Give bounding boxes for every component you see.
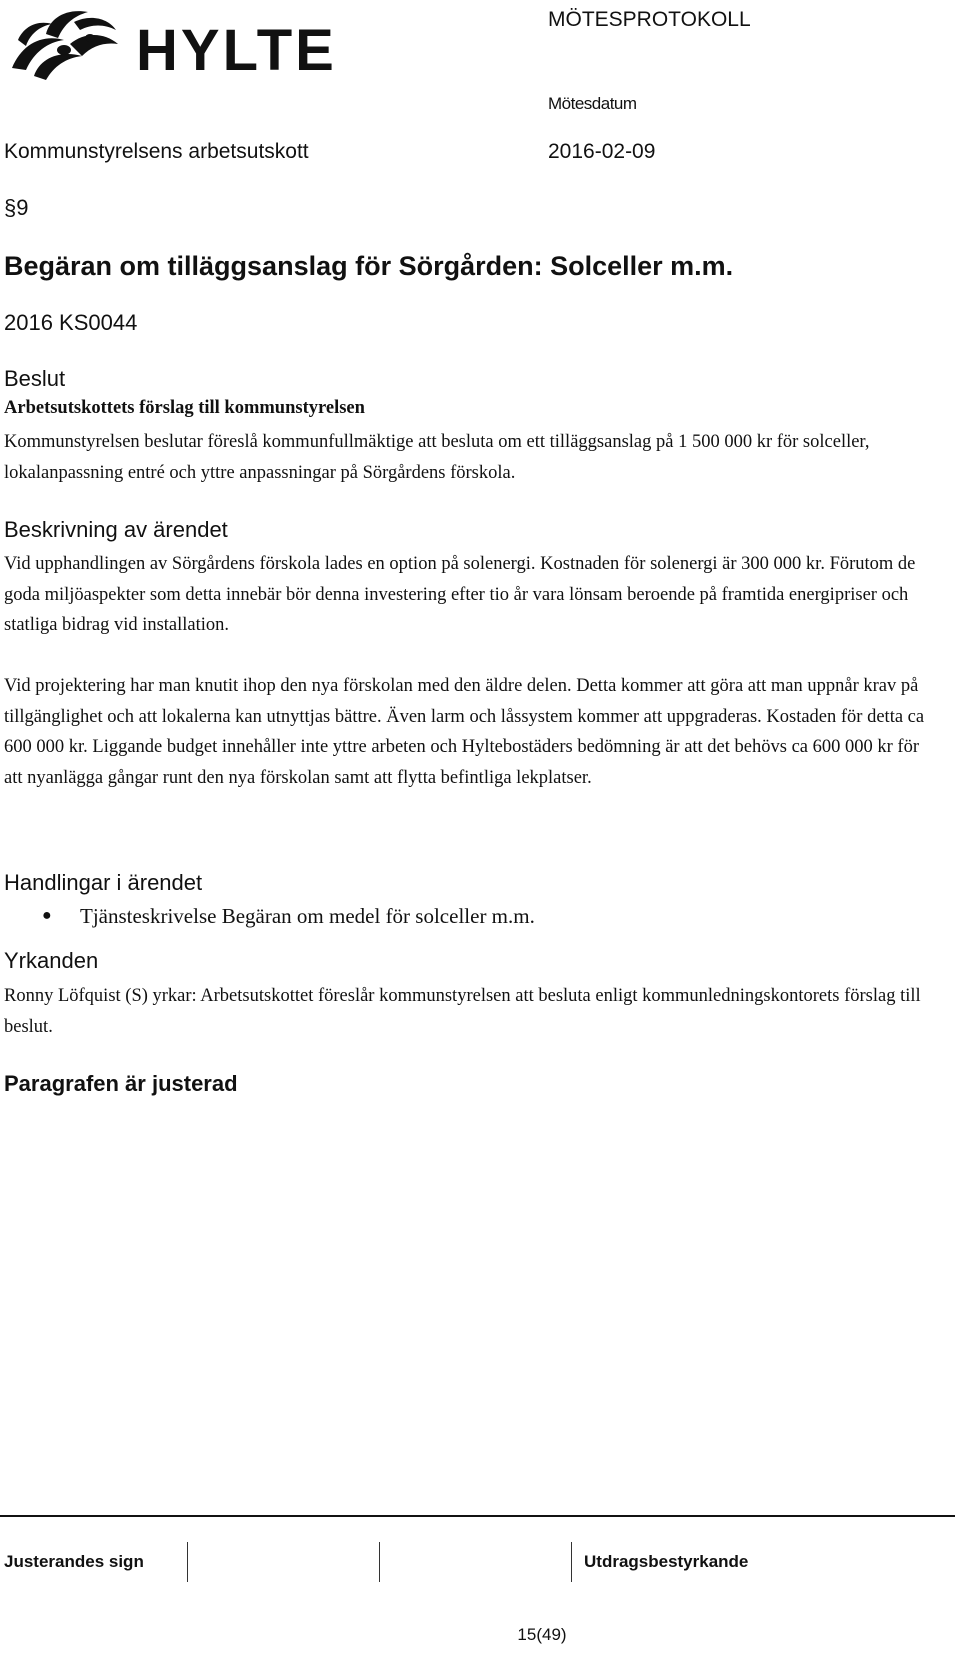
- case-number: 2016 KS0044: [4, 310, 138, 335]
- yrkanden-heading: Yrkanden: [4, 948, 99, 973]
- hylte-emblem-icon: [4, 4, 349, 84]
- handlingar-heading: Handlingar i ärendet: [4, 870, 203, 895]
- closing-statement: Paragrafen är justerad: [4, 1071, 238, 1096]
- beslut-heading: Beslut: [4, 366, 66, 391]
- extract-label: Utdragsbestyrkande: [584, 1552, 749, 1571]
- list-item: [4, 900, 535, 932]
- meeting-date-label: Mötesdatum: [548, 94, 637, 113]
- footer-divider: [0, 1515, 955, 1517]
- signature-box-divider: [379, 1542, 380, 1582]
- meeting-date: 2016-02-09: [548, 140, 656, 163]
- proposal-heading: Arbetsutskottets förslag till kommunstyrelsen: [4, 398, 365, 418]
- bullet-icon: ●: [42, 907, 52, 924]
- logo-wordmark: HYLTE: [136, 18, 337, 83]
- hylte-logo: [4, 4, 349, 84]
- section-title: Begäran om tilläggsanslag för Sörgården: Solceller m.m.: [4, 251, 734, 281]
- signature-box-divider: [571, 1542, 572, 1582]
- document-type: MÖTESPROTOKOLL: [548, 8, 751, 31]
- page-number: 15(49): [517, 1625, 567, 1644]
- document-item-label: Tjänsteskrivelse Begäran om medel för solceller m.m.: [80, 904, 535, 928]
- signature-box-divider: [187, 1542, 188, 1582]
- beslut-text: Kommunstyrelsen beslutar föreslå kommunfullmäktige att besluta om ett tilläggsanslag på 1 500 000 kr för solceller, lokalanpassning entré och yttre anpassningar på Sörgårdens förskola.: [4, 432, 870, 483]
- beskrivning-heading: Beskrivning av ärendet: [4, 517, 228, 542]
- document-list: [4, 900, 535, 932]
- beskrivning-paragraph: Vid upphandlingen av Sörgårdens förskola lades en option på solenergi. Kostnaden för solenergi är 300 000 kr. Förutom de goda miljöaspekter som detta innebär bör denna investering efter tio år vara lönsam beroende på framtida energipriser och statliga bidrag vid installation.: [4, 554, 916, 635]
- yrkanden-text: Ronny Löfquist (S) yrkar: Arbetsutskottet föreslår kommunstyrelsen att besluta enligt kommunledningskontorets förslag till beslut.: [4, 986, 921, 1037]
- committee-name: Kommunstyrelsens arbetsutskott: [4, 140, 309, 163]
- signature-label: Justerandes sign: [4, 1552, 144, 1571]
- section-number: §9: [4, 195, 29, 220]
- beskrivning-paragraph: Vid projektering har man knutit ihop den nya förskolan med den äldre delen. Detta kommer att göra att man uppnår krav på tillgänglighet och att lokalerna kan utnyttjas bättre. Även larm och låssystem kommer att uppgraderas. Kostaden för detta ca 600 000 kr. Liggande budget innehåller inte yttre arbeten och Hyltebostäders bedömning är att det behövs ca 600 000 kr för att nyanlägga gångar runt den nya förskolan samt att flytta befintliga lekplatser.: [4, 676, 925, 788]
